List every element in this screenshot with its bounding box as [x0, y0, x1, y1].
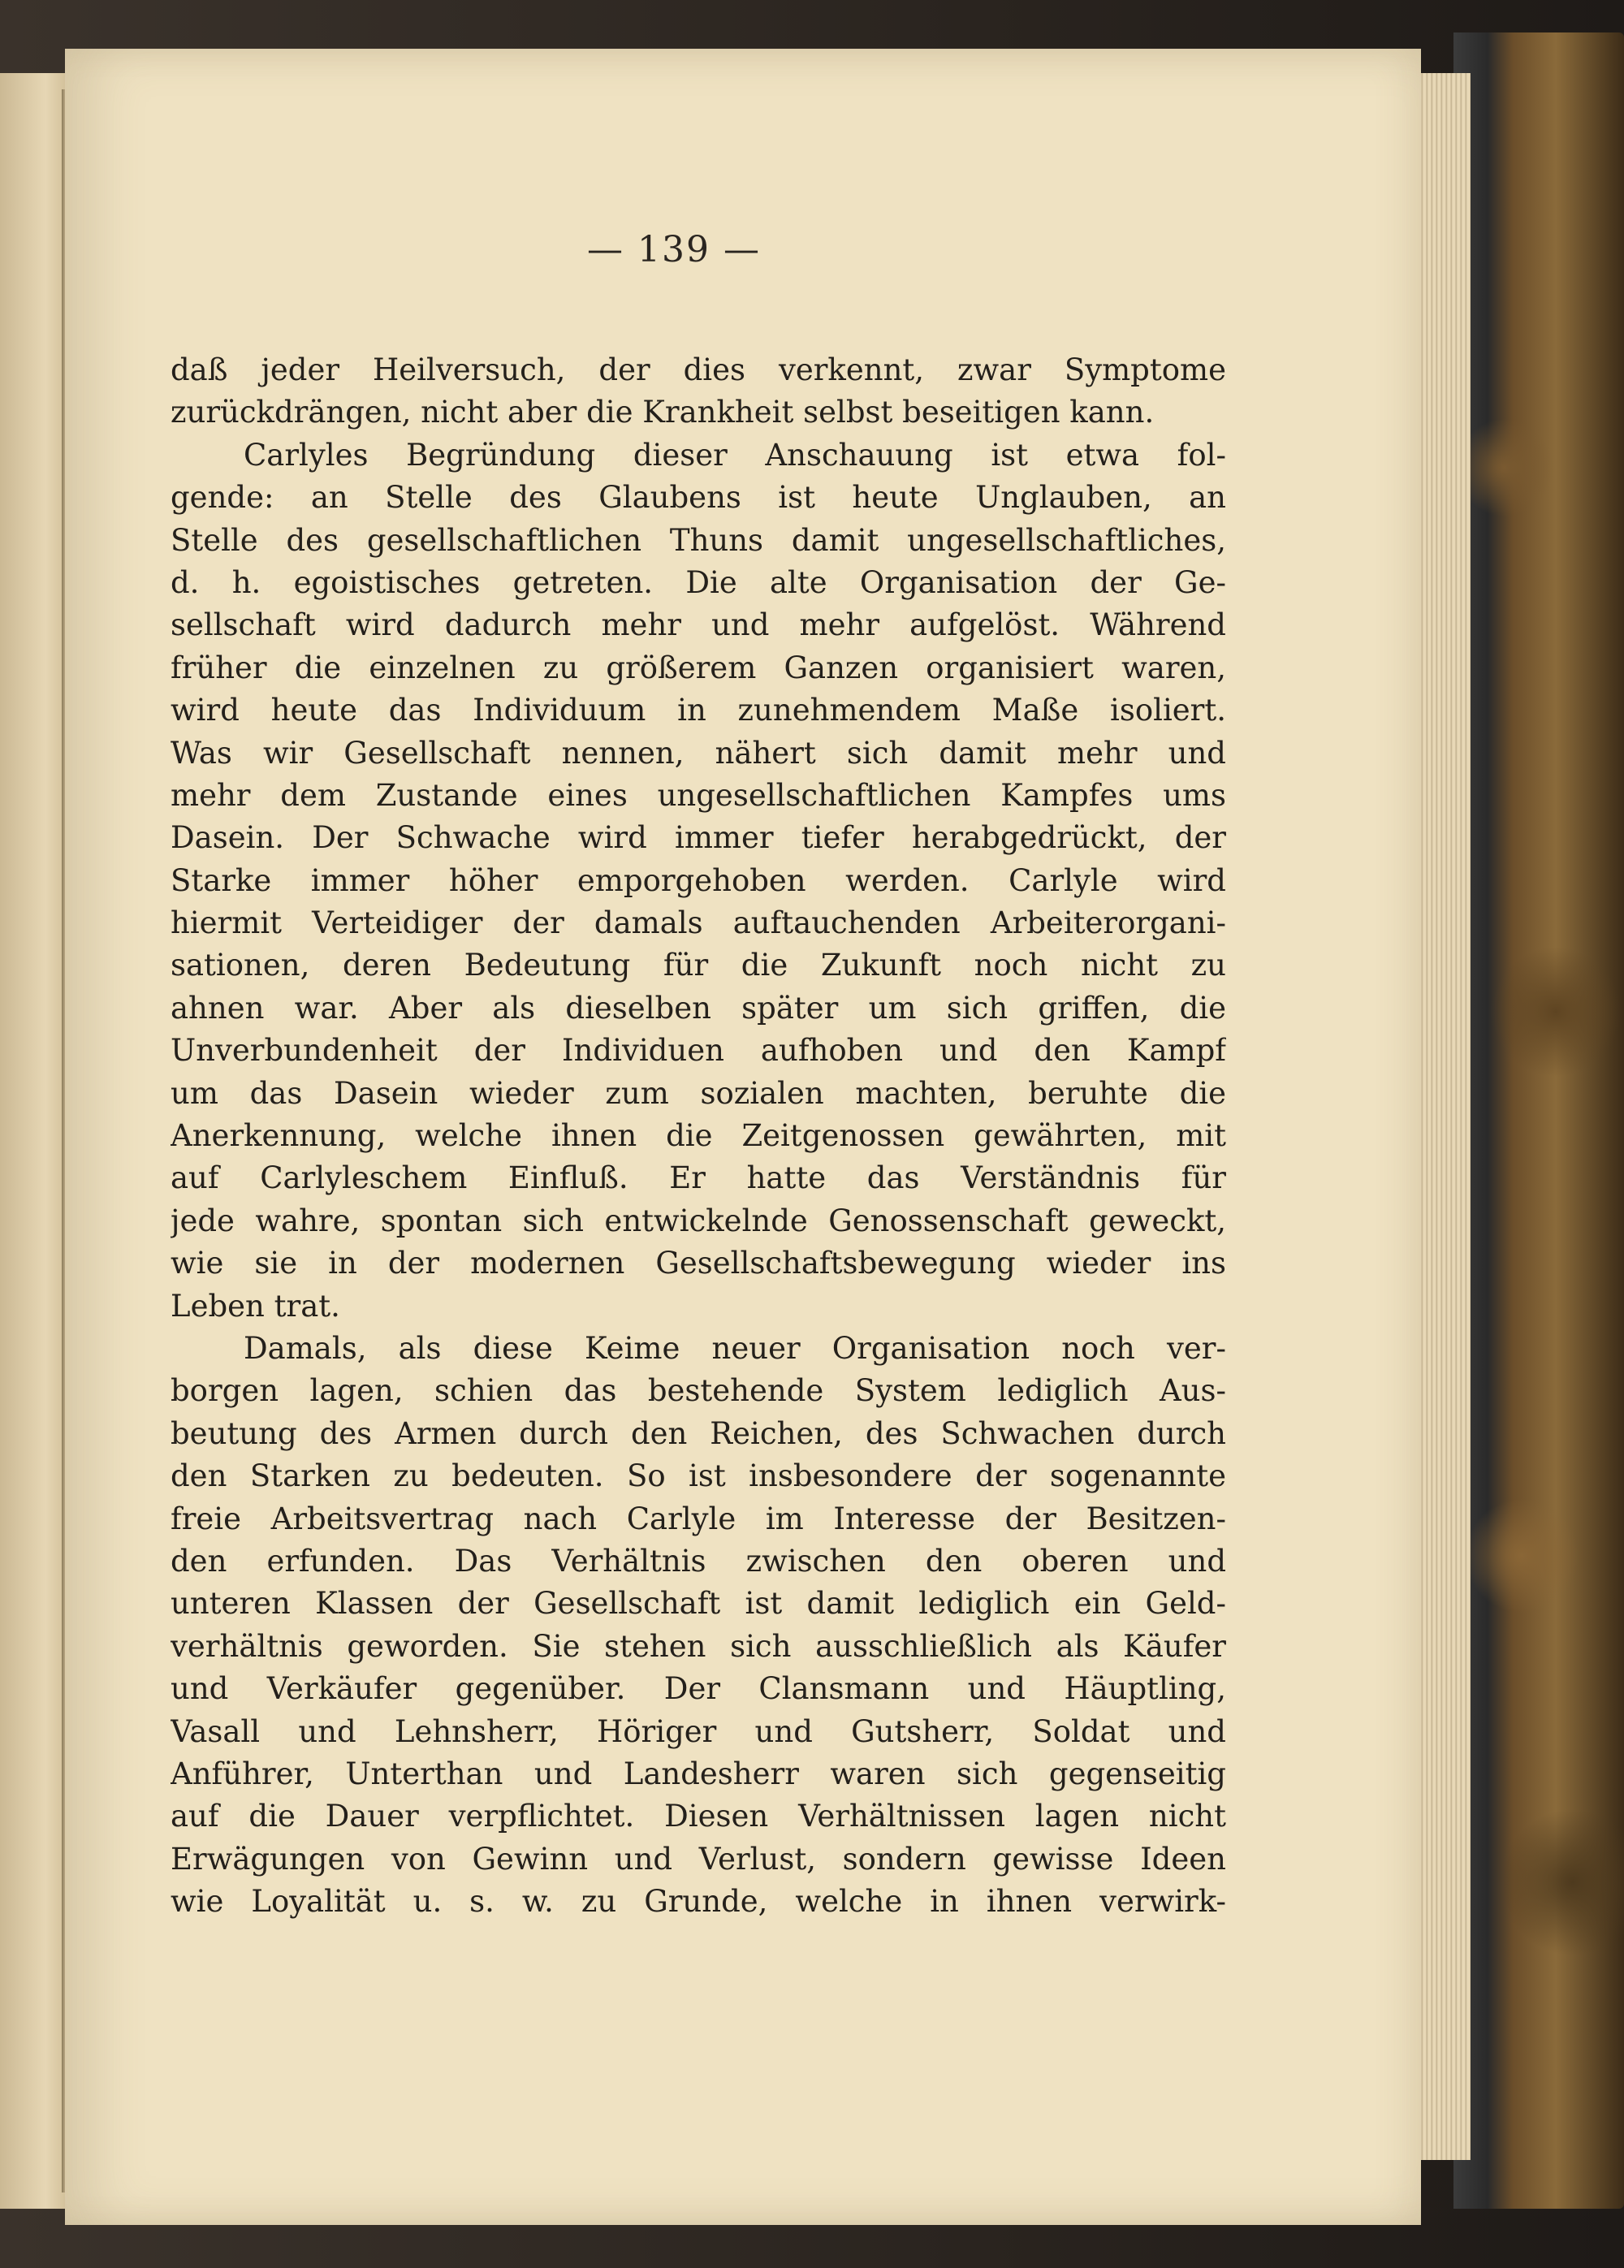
book-page: [65, 49, 1421, 2225]
text-line: ahnen war. Aber als dieselben später um sich griffen, die: [171, 990, 1226, 1026]
text-line: Dasein. Der Schwache wird immer tiefer herabgedrückt, der: [171, 820, 1226, 856]
text-line: auf Carlyleschem Einfluß. Er hatte das Verständnis für: [171, 1160, 1226, 1196]
text-line: wie sie in der modernen Gesellschaftsbewegung wieder ins: [171, 1246, 1226, 1281]
body-text: [171, 349, 1226, 1923]
text-line: jede wahre, spontan sich entwickelnde Genossenschaft geweckt,: [171, 1203, 1226, 1238]
left-page-edge: [0, 73, 65, 2209]
text-line: Carlyles Begründung dieser Anschauung ist etwa fol-: [244, 437, 1226, 473]
text-line: borgen lagen, schien das bestehende System lediglich Aus-: [171, 1373, 1226, 1409]
text-line: früher die einzelnen zu größerem Ganzen organisiert waren,: [171, 650, 1226, 685]
text-line: Starke immer höher emporgehoben werden. Carlyle wird: [171, 862, 1226, 898]
text-line: beutung des Armen durch den Reichen, des Schwachen durch: [171, 1415, 1226, 1451]
text-line: freie Arbeitsvertrag nach Carlyle im Interesse der Besitzen-: [171, 1501, 1226, 1536]
book-cover-right: [1453, 32, 1624, 2209]
text-line: auf die Dauer verpflichtet. Diesen Verhältnissen lagen nicht: [171, 1799, 1226, 1834]
page-number: — 139 —: [587, 229, 761, 270]
text-line: Leben trat.: [171, 1288, 340, 1324]
text-line: Vasall und Lehnsherr, Höriger und Gutsherr, Soldat und: [171, 1713, 1226, 1749]
text-line: daß jeder Heilversuch, der dies verkennt, zwar Symptome: [171, 352, 1226, 387]
text-line: den Starken zu bedeuten. So ist insbesondere der sogenannte: [171, 1458, 1226, 1494]
page-edges: [1413, 73, 1471, 2160]
text-line: Stelle des gesellschaftlichen Thuns damit ungesellschaftliches,: [171, 522, 1226, 558]
text-line: Was wir Gesellschaft nennen, nähert sich damit mehr und: [171, 735, 1226, 771]
text-line: um das Dasein wieder zum sozialen machten, beruhte die: [171, 1075, 1226, 1111]
text-line: zurückdrängen, nicht aber die Krankheit selbst beseitigen kann.: [171, 395, 1155, 430]
text-line: verhältnis geworden. Sie stehen sich ausschließlich als Käufer: [171, 1628, 1226, 1664]
text-line: wird heute das Individuum in zunehmendem Maße isoliert.: [171, 693, 1226, 728]
text-line: Anführer, Unterthan und Landesherr waren sich gegenseitig: [171, 1756, 1226, 1791]
text-line: d. h. egoistisches getreten. Die alte Organisation der Ge-: [171, 564, 1226, 600]
text-line: gende: an Stelle des Glaubens ist heute Unglauben, an: [171, 480, 1226, 516]
text-line: mehr dem Zustande eines ungesellschaftlichen Kampfes ums: [171, 777, 1226, 813]
text-line: und Verkäufer gegenüber. Der Clansmann und Häuptling,: [171, 1671, 1226, 1707]
text-line: den erfunden. Das Verhältnis zwischen den oberen und: [171, 1543, 1226, 1579]
text-line: sationen, deren Bedeutung für die Zukunft noch nicht zu: [171, 948, 1226, 983]
text-line: Damals, als diese Keime neuer Organisation noch ver-: [244, 1330, 1226, 1366]
text-line: unteren Klassen der Gesellschaft ist damit lediglich ein Geld-: [171, 1586, 1226, 1622]
text-line: Anerkennung, welche ihnen die Zeitgenossen gewährten, mit: [171, 1118, 1226, 1154]
text-line: sellschaft wird dadurch mehr und mehr aufgelöst. Während: [171, 607, 1226, 643]
text-line: hiermit Verteidiger der damals auftauchenden Arbeiterorgani-: [171, 905, 1226, 941]
text-line: Erwägungen von Gewinn und Verlust, sondern gewisse Ideen: [171, 1841, 1226, 1877]
text-line: wie Loyalität u. s. w. zu Grunde, welche in ihnen verwirk-: [171, 1884, 1226, 1920]
gutter: [62, 89, 65, 2192]
text-line: Unverbundenheit der Individuen aufhoben und den Kampf: [171, 1033, 1226, 1069]
